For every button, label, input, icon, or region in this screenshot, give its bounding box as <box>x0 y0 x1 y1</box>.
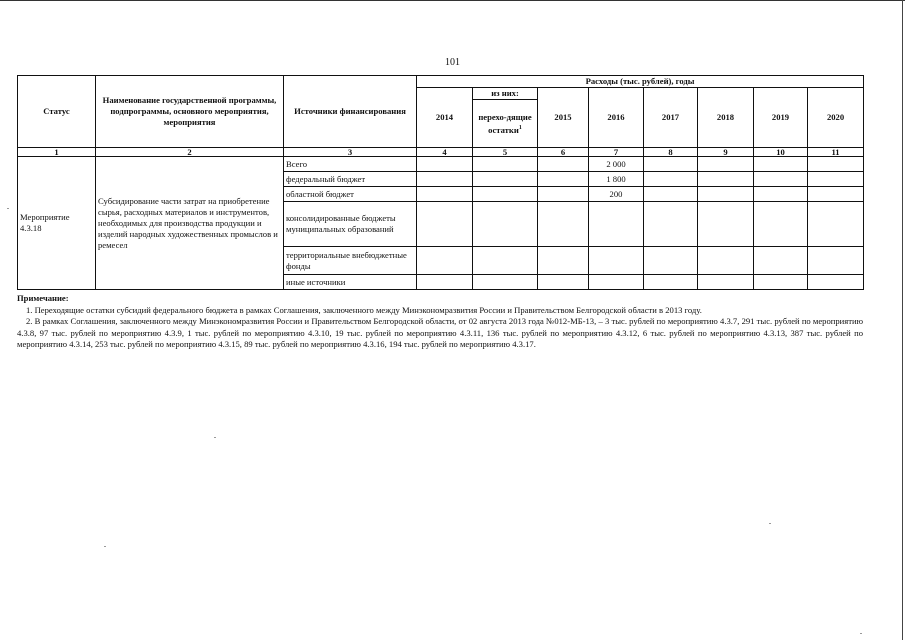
footnote-mark: 1 <box>518 124 522 131</box>
header-year-2015: 2015 <box>538 88 589 148</box>
col-number: 11 <box>808 148 864 157</box>
header-year-2014: 2014 <box>417 88 473 148</box>
source-cell: федеральный бюджет <box>284 172 417 187</box>
col-number: 3 <box>284 148 417 157</box>
header-sources: Источники финансирования <box>284 76 417 148</box>
source-cell: областной бюджет <box>284 187 417 202</box>
header-year-2017: 2017 <box>644 88 698 148</box>
source-cell: иные источники <box>284 275 417 290</box>
header-year-2018: 2018 <box>698 88 754 148</box>
scan-border-top <box>0 0 905 1</box>
header-year-2019: 2019 <box>754 88 808 148</box>
col-number: 2 <box>96 148 284 157</box>
col-number: 9 <box>698 148 754 157</box>
scan-speck <box>769 523 771 524</box>
note-item: 1. Переходящие остатки субсидий федерального бюджета в рамках Соглашения, заключенного между Минэкономразвития России и Правительством Белгородской области в 2013 году. <box>26 304 702 315</box>
value-2016-cell: 200 <box>589 187 644 202</box>
source-cell: консолидированные бюджеты муниципальных образований <box>284 202 417 247</box>
notes-block <box>17 293 863 351</box>
header-expenses: Расходы (тыс. рублей), годы <box>417 76 864 88</box>
scan-speck <box>104 546 106 547</box>
note-item: 2. В рамках Соглашения, заключенного между Минэкономразвития России и Правительством Белгородской области, от 02 августа 2013 года №012-МБ-13, – 3 тыс. рублей по мероприятию 4.3.7, 291 тыс. рублей по мероприятию 4.3.8, 97 тыс. рублей по мероприятию 4.3.9, 1 тыс. рублей по мероприятию 4.3.10, 19 тыс. рублей по мероприятию 4.3.11, 136 тыс. рублей по мероприятию 4.3.12, 6 тыс. рублей по мероприятию 4.3.13, 387 тыс. рублей по мероприятию 4.3.14, 253 тыс. рублей по мероприятию 4.3.15, 89 тыс. рублей по мероприятию 4.3.16, 194 тыс. рублей по мероприятию 4.3.17. <box>17 316 863 350</box>
col-number: 1 <box>18 148 96 157</box>
scan-speck <box>214 437 216 438</box>
col-number: 8 <box>644 148 698 157</box>
status-cell: Мероприятие 4.3.18 <box>18 157 96 290</box>
page-number: 101 <box>445 57 460 68</box>
header-carryover: перехо-дящие остатки$^1$ <box>473 100 538 148</box>
budget-table <box>17 75 864 290</box>
value-2016-cell: 1 800 <box>589 172 644 187</box>
scan-speck <box>7 208 9 209</box>
measure-name-cell: Субсидирование части затрат на приобретение сырья, расходных материалов и инструментов, необходимых для производства продукции и изделий народных художественных промыслов и ремесел <box>96 157 284 290</box>
scan-speck <box>860 633 862 634</box>
table-row <box>18 157 864 172</box>
header-year-2020: 2020 <box>808 88 864 148</box>
notes-title: Примечание: <box>17 293 69 303</box>
value-2016-cell <box>589 247 644 275</box>
header-year-2016: 2016 <box>589 88 644 148</box>
scan-border-right <box>902 0 903 640</box>
col-number: 7 <box>589 148 644 157</box>
value-2016-cell: 2 000 <box>589 157 644 172</box>
header-status: Статус <box>18 76 96 148</box>
header-name: Наименование государственной программы, подпрограммы, основного мероприятия, мероприятия <box>96 76 284 148</box>
source-cell: территориальные внебюджетные фонды <box>284 247 417 275</box>
col-number: 10 <box>754 148 808 157</box>
header-of-them: из них: <box>473 88 538 100</box>
col-number: 6 <box>538 148 589 157</box>
col-number: 5 <box>473 148 538 157</box>
col-number: 4 <box>417 148 473 157</box>
source-cell: Всего <box>284 157 417 172</box>
value-2016-cell <box>589 202 644 247</box>
value-2016-cell <box>589 275 644 290</box>
